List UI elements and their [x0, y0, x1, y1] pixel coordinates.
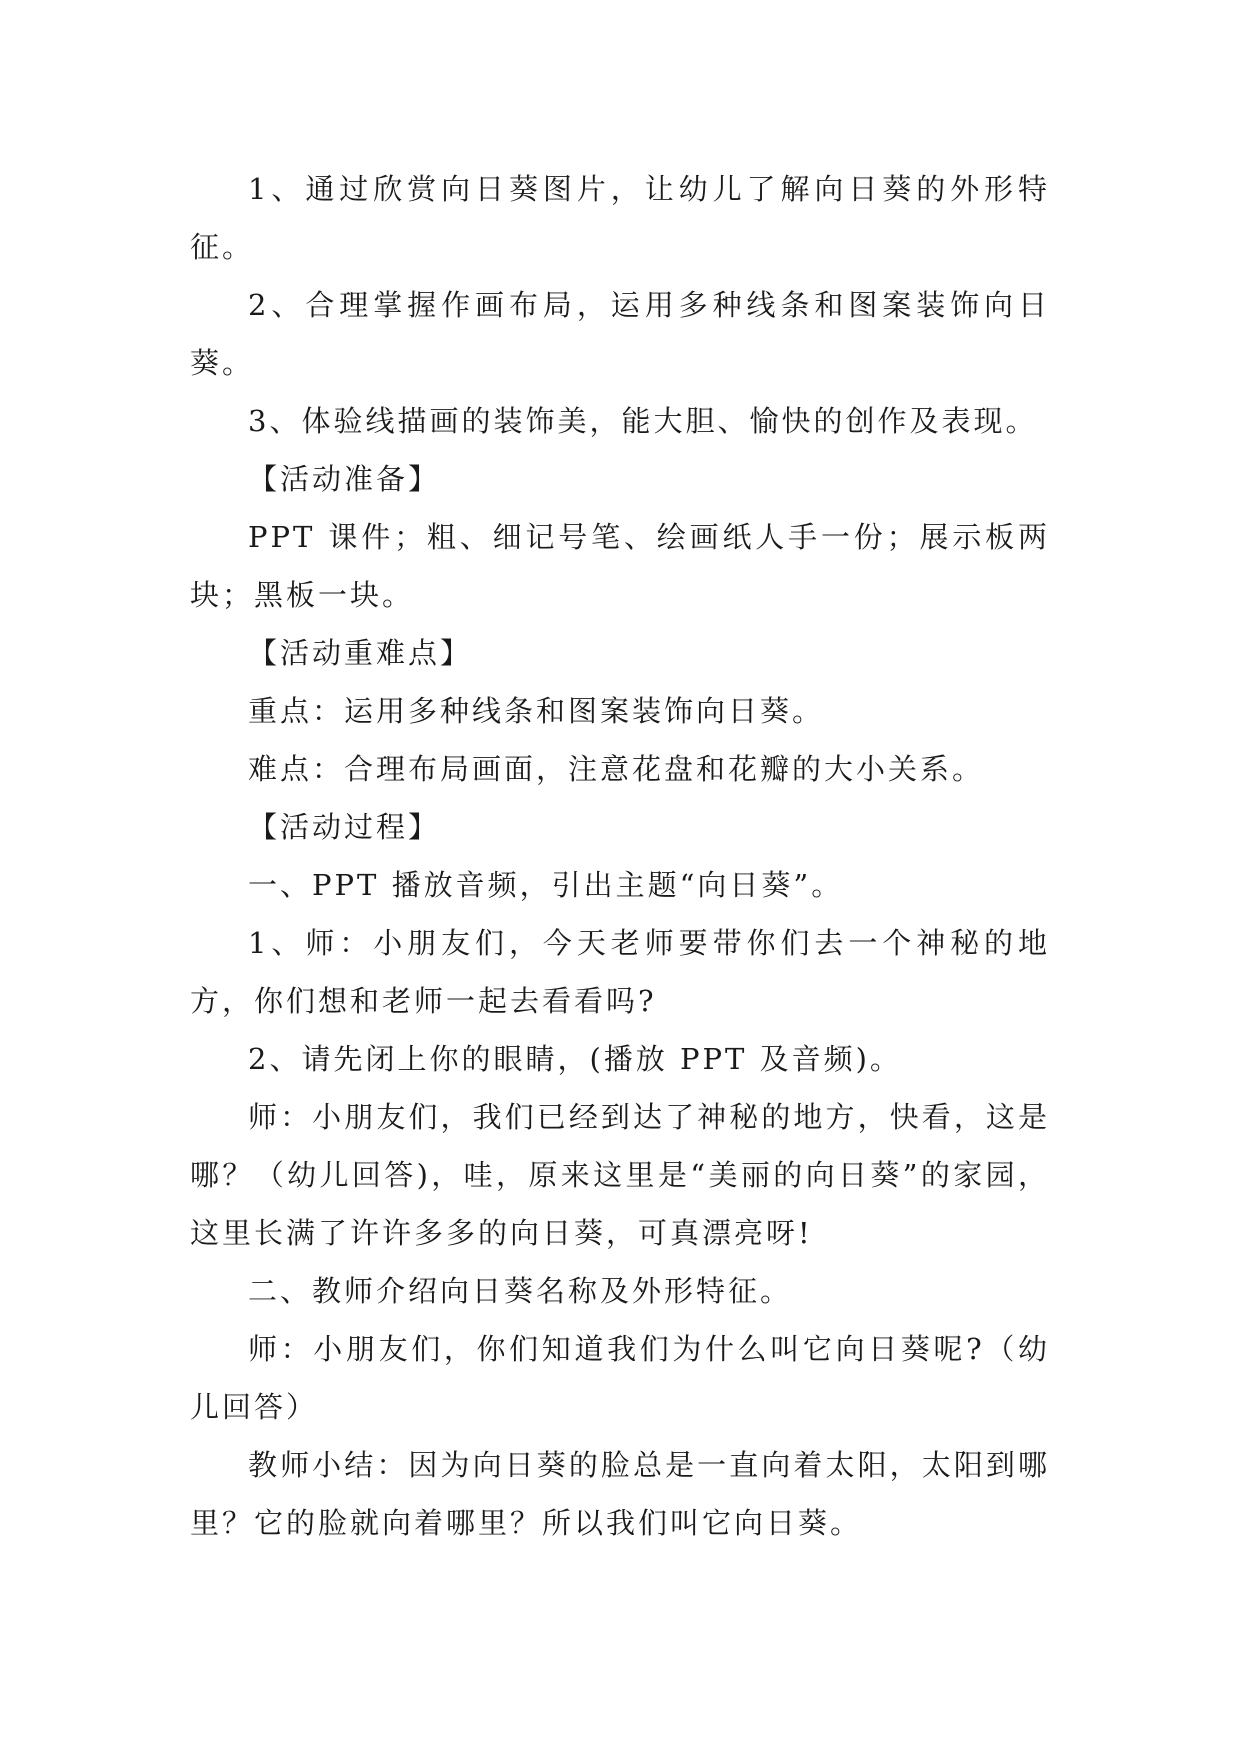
- teacher-summary: 教师小结：因为向日葵的脸总是一直向着太阳，太阳到哪里？它的脸就向着哪里？所以我们叫它向日葵。: [190, 1448, 1050, 1540]
- document-body: [190, 160, 1050, 1552]
- objective-2: 2、合理掌握作画布局，运用多种线条和图案装饰向日葵。: [190, 288, 1050, 380]
- process-step-1: 一、PPT 播放音频，引出主题“向日葵”。: [248, 868, 844, 902]
- section-heading-preparation: 【活动准备】: [248, 462, 441, 496]
- teacher-dialogue-1: 师：小朋友们，我们已经到达了神秘的地方，快看，这是哪？（幼儿回答)，哇，原来这里是“美丽的向日葵”的家园，这里长满了许许多多的向日葵，可真漂亮呀!: [190, 1100, 1050, 1250]
- objective-1: 1、通过欣赏向日葵图片，让幼儿了解向日葵的外形特征。: [190, 172, 1050, 264]
- preparation-text: PPT 课件；粗、细记号笔、绘画纸人手一份；展示板两块；黑板一块。: [190, 520, 1050, 612]
- process-step-1-1: 1、师：小朋友们，今天老师要带你们去一个神秘的地方，你们想和老师一起去看看吗?: [190, 926, 1050, 1018]
- key-point-text: 重点：运用多种线条和图案装饰向日葵。: [248, 694, 825, 728]
- teacher-dialogue-2: 师：小朋友们，你们知道我们为什么叫它向日葵呢?（幼儿回答）: [190, 1332, 1050, 1424]
- difficulty-text: 难点：合理布局画面，注意花盘和花瓣的大小关系。: [248, 752, 985, 786]
- process-step-2: 二、教师介绍向日葵名称及外形特征。: [248, 1274, 793, 1308]
- section-heading-process: 【活动过程】: [248, 810, 441, 844]
- process-step-1-2: 2、请先闭上你的眼睛，(播放 PPT 及音频)。: [248, 1042, 902, 1076]
- objective-3: 3、体验线描画的装饰美，能大胆、愉快的创作及表现。: [248, 404, 1038, 438]
- section-heading-key-points: 【活动重难点】: [248, 636, 473, 670]
